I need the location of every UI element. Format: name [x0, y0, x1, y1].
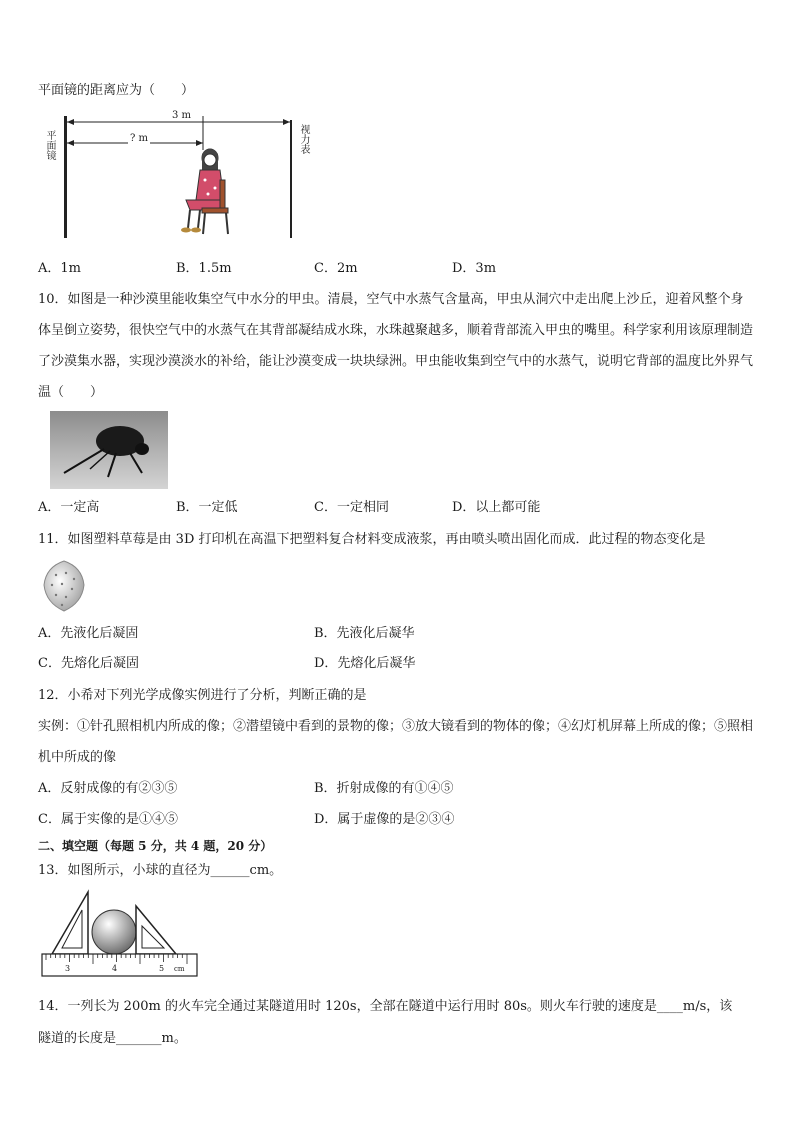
q12-option-c[interactable]: C．属于实像的是①④⑤	[38, 812, 178, 827]
section-title: 二、填空题（每题 5 分，共 4 题，20 分）	[38, 839, 273, 853]
q9-option-a[interactable]: A．1m	[38, 261, 81, 276]
q14-line1: 14．一列长为 200m 的火车完全通过某隧道用时 120s，全部在隧道中运行用时 80s。则火车行驶的速度是____m/s，该	[38, 999, 733, 1014]
q11-text: 11．如图塑料草莓是由 3D 打印机在高温下把塑料复合材料变成液浆，再由喷头喷出固化而成．此过程的物态变化是	[38, 532, 706, 547]
mirror-label: 平面镜	[44, 130, 55, 160]
q9-option-c[interactable]: C．2m	[314, 261, 358, 276]
q12-option-b[interactable]: B．折射成像的有①④⑤	[314, 781, 454, 796]
ruler-label-5: 5	[159, 964, 165, 973]
q11-option-d[interactable]: D．先熔化后凝华	[314, 656, 416, 671]
beetle-icon	[50, 411, 168, 489]
ruler-label-cm: cm	[174, 965, 185, 973]
strawberry-icon	[38, 557, 90, 613]
dimension-unknown: ? m	[130, 133, 149, 144]
q13-text: 13．如图所示，小球的直径为______cm。	[38, 863, 283, 878]
chart-label: 视力表	[298, 124, 309, 154]
girl-figure	[181, 149, 228, 234]
ruler-label-3: 3	[65, 964, 71, 973]
mirror-distance-diagram	[40, 110, 330, 245]
q11-option-c[interactable]: C．先熔化后凝固	[38, 656, 139, 671]
q12-examples: 实例：①针孔照相机内所成的像；②潜望镜中看到的景物的像；③放大镜看到的物体的像；④幻灯机屏幕上所成的像；⑤照相机中所成的像	[38, 719, 754, 765]
beetle-photo	[50, 411, 168, 489]
q9-figure	[40, 110, 330, 245]
ruler-figure	[40, 888, 200, 980]
q14-line2: 隧道的长度是_______m。	[38, 1031, 187, 1046]
q10-option-a[interactable]: A．一定高	[38, 500, 100, 515]
q9-option-d[interactable]: D．3m	[452, 261, 497, 276]
q9-stem-tail: 平面镜的距离应为（ ）	[38, 83, 195, 98]
q10-text: 10．如图是一种沙漠里能收集空气中水分的甲虫。清晨，空气中水蒸气含量高，甲虫从洞穴中走出爬上沙丘，迎着风整个身体呈倒立姿势，很快空气中的水蒸气在其背部凝结成水珠，水珠越聚越多，顺着背部流入甲虫的嘴里。科学家利用该原理制造了沙漠集水器，实现沙漠淡水的补给，能让沙漠变成一块块绿洲。甲虫能收集到空气中的水蒸气，说明它背部的温度比外界气温（ ）	[38, 292, 754, 400]
q10-option-c[interactable]: C．一定相同	[314, 500, 389, 515]
q10-option-b[interactable]: B．一定低	[176, 500, 238, 515]
q11-option-a[interactable]: A．先液化后凝固	[38, 626, 139, 641]
q9-option-b[interactable]: B．1.5m	[176, 261, 232, 276]
dimension-3m: 3 m	[172, 110, 192, 121]
strawberry-figure	[38, 557, 90, 613]
q12-stem: 12．小希对下列光学成像实例进行了分析，判断正确的是	[38, 688, 367, 703]
ruler-label-4: 4	[112, 964, 118, 973]
q11-option-b[interactable]: B．先液化后凝华	[314, 626, 415, 641]
q12-option-d[interactable]: D．属于虚像的是②③④	[314, 812, 455, 827]
q12-option-a[interactable]: A．反射成像的有②③⑤	[38, 781, 178, 796]
q10-option-d[interactable]: D．以上都可能	[452, 500, 541, 515]
